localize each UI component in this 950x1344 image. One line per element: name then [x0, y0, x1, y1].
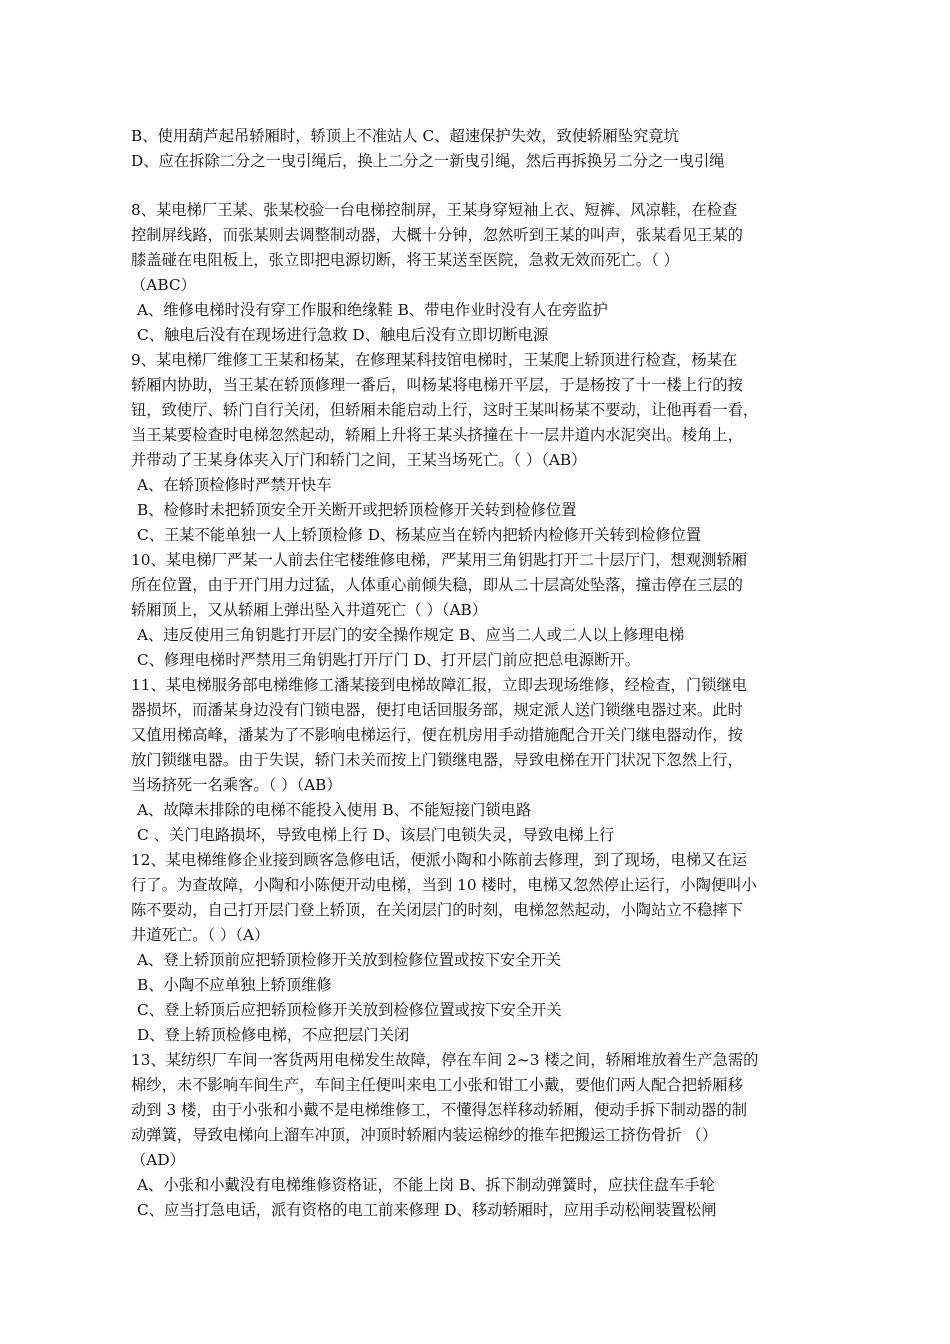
text-line: 控制屏线路，而张某则去调整制动器，大概十分钟，忽然听到王某的叫声，张某看见王某的 — [131, 226, 743, 244]
option-line: C、应当打急电话，派有资格的电工前来修理 D、移动轿厢时，应用手动松闸装置松闸 — [137, 1201, 717, 1219]
text-line: 井道死亡。（ ）（A） — [131, 926, 270, 944]
option-line: C 、关门电路损坏，导致电梯上行 D、该层门电锁失灵，导致电梯上行 — [137, 826, 615, 844]
text-line: 并带动了王某身体夹入厅门和轿门之间，王某当场死亡。（ ）（AB） — [131, 451, 587, 469]
text-line: 动弹簧，导致电梯向上溜车冲顶，冲顶时轿厢内装运棉纱的推车把搬运工挤伤骨折 （） — [131, 1126, 718, 1144]
option-line: B、小陶不应单独上轿顶维修 — [137, 976, 332, 994]
option-line: C、修理电梯时严禁用三角钥匙打开厅门 D、打开层门前应把总电源断开。 — [137, 651, 641, 669]
answer-key: （ABC） — [131, 276, 196, 294]
text-line: 钮，致使厅、轿门自行关闭，但轿厢未能启动上行，这时王某叫杨某不要动，让他再看一看， — [131, 401, 759, 419]
text-line: 当场挤死一名乘客。（ ）（AB） — [131, 776, 342, 794]
text-line: 又值用梯高峰，潘某为了不影响电梯运行，便在机房用手动措施配合开关门继电器动作，按 — [131, 726, 743, 744]
text-line: 陈不要动，自己打开层门登上轿顶，在关闭层门的时刻，电梯忽然起动，小陶站立不稳摔下 — [131, 901, 743, 919]
question-11: 11、某电梯服务部电梯维修工潘某接到电梯故障汇报，立即去现场维修，经检查，门锁继电 — [131, 676, 748, 694]
text-line: 膝盖碰在电阻板上，张立即把电源切断，将王某送至医院，急救无效而死亡。（ ） — [131, 251, 679, 269]
option-line: C、王某不能单独一人上轿顶检修 D、杨某应当在轿内把轿内检修开关转到检修位置 — [137, 526, 702, 544]
answer-key: （AD） — [131, 1151, 185, 1169]
text-line: 放门锁继电器。由于失误，轿门未关而按上门锁继电器，导致电梯在开门状况下忽然上行， — [131, 751, 743, 769]
question-10: 10、某电梯厂严某一人前去住宅楼维修电梯，严某用三角钥匙打开二十层厅门，想观测轿厢 — [131, 551, 748, 569]
text-line: 器损坏，而潘某身边没有门锁电器，便打电话回服务部，规定派人送门锁继电器过来。此时 — [131, 701, 743, 719]
option-line: A、违反使用三角钥匙打开层门的安全操作规定 B、应当二人或二人以上修理电梯 — [137, 626, 685, 644]
text-line: B、使用葫芦起吊轿厢时，轿顶上不准站人 C、超速保护失效，致使轿厢坠究竟坑 — [131, 127, 679, 145]
option-line: C、触电后没有在现场进行急救 D、触电后没有立即切断电源 — [137, 326, 549, 344]
option-line: B、检修时未把轿顶安全开关断开或把轿顶检修开关转到检修位置 — [137, 501, 577, 519]
text-line: 棉纱，未不影响车间生产，车间主任便叫来电工小张和钳工小戴，要他们两人配合把轿厢移 — [131, 1076, 743, 1094]
text-line: 轿厢内协助，当王某在轿顶修理一番后，叫杨某将电梯开平层，于是杨按了十一楼上行的按 — [131, 376, 743, 394]
text-line: 动到 3 楼，由于小张和小戴不是电梯维修工，不懂得怎样移动轿厢，便动手拆下制动器的制 — [131, 1101, 748, 1119]
option-line: A、小张和小戴没有电梯维修资格证，不能上岗 B、拆下制动弹簧时，应扶住盘车手轮 — [137, 1176, 715, 1194]
text-line: 轿厢顶上，又从轿厢上弹出坠入井道死亡（ ）（AB） — [131, 601, 488, 619]
question-8: 8、某电梯厂王某、张某校验一台电梯控制屏，王某身穿短袖上衣、短裤、风凉鞋，在检查 — [131, 201, 738, 219]
option-line: A、在轿顶检修时严禁开快车 — [137, 476, 332, 494]
question-9: 9、某电梯厂维修工王某和杨某，在修理某科技馆电梯时，王某爬上轿顶进行检查，杨某在 — [131, 351, 738, 369]
option-line: A、登上轿顶前应把轿顶检修开关放到检修位置或按下安全开关 — [137, 951, 562, 969]
text-line: 所在位置，由于开门用力过猛，人体重心前倾失稳，即从二十层高处坠落，撞击停在三层的 — [131, 576, 743, 594]
option-line: C、登上轿顶后应把轿顶检修开关放到检修位置或按下安全开关 — [137, 1001, 562, 1019]
text-line: 行了。为查故障，小陶和小陈便开动电梯，当到 10 楼时，电梯又忽然停止运行，小陶便叫小 — [131, 876, 757, 894]
option-line: A、故障未排除的电梯不能投入使用 B、不能短接门锁电路 — [137, 801, 532, 819]
option-line: A、维修电梯时没有穿工作服和绝缘鞋 B、带电作业时没有人在旁监护 — [137, 301, 608, 319]
option-line: D、登上轿顶检修电梯，不应把层门关闭 — [137, 1026, 410, 1044]
question-13: 13、某纺织厂车间一客货两用电梯发生故障，停在车间 2~3 楼之间，轿厢堆放着生产急需的 — [131, 1051, 759, 1069]
text-line: 当王某要检查时电梯忽然起动，轿厢上升将王某头挤撞在十一层井道内水泥突出。棱角上， — [131, 426, 743, 444]
question-12: 12、某电梯维修企业接到顾客急修电话，便派小陶和小陈前去修理，到了现场，电梯又在运 — [131, 851, 748, 869]
text-line: D、应在拆除二分之一曳引绳后，换上二分之一新曳引绳，然后再拆换另二分之一曳引绳 — [131, 152, 725, 170]
